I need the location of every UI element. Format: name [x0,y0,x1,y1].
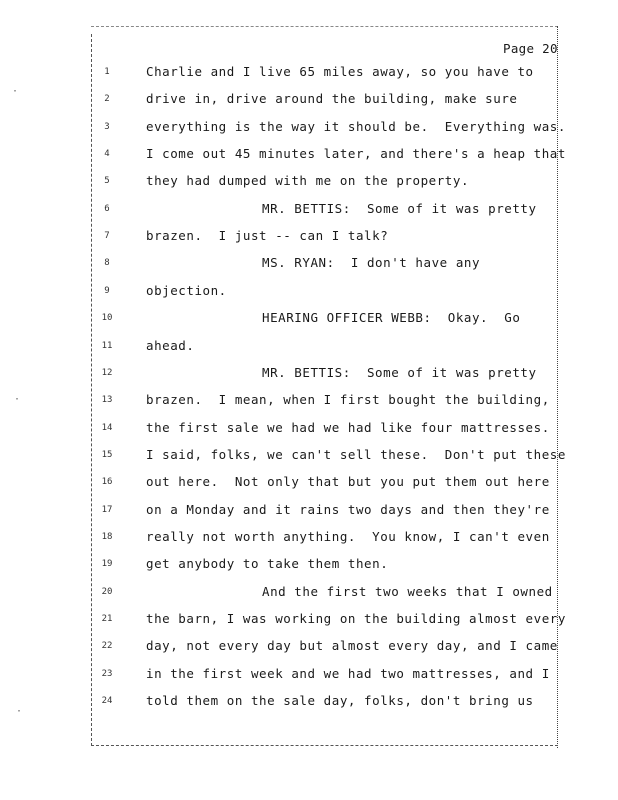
line-text: on a Monday and it rains two days and then they're [146,501,550,517]
line-text: ahead. [146,337,195,353]
transcript-line [0,447,618,465]
transcript-line [0,365,618,383]
line-text: everything is the way it should be. Everything was. [146,118,566,134]
line-number: 23 [101,668,113,679]
transcript-line [0,146,618,164]
transcript-line [0,556,618,574]
line-text: MS. RYAN: I don't have any [262,255,481,271]
line-text: I said, folks, we can't sell these. Don't put these [146,446,566,462]
transcript-line [0,529,618,547]
line-text: get anybody to take them then. [146,556,389,572]
transcript-line [0,173,618,191]
transcript-line [0,119,618,137]
transcript-line [0,584,618,602]
line-text: brazen. I mean, when I first bought the building, [146,392,550,408]
line-text: they had dumped with me on the property. [146,173,470,189]
line-text: objection. [146,282,227,298]
line-text: day, not every day but almost every day, and I came [146,638,558,654]
line-number: 14 [101,422,113,433]
line-number: 17 [101,504,113,515]
line-text: HEARING OFFICER WEBB: Okay. Go [262,310,521,326]
line-number: 11 [101,340,113,351]
line-number: 5 [104,176,110,187]
line-number: 2 [104,94,110,105]
transcript-line [0,310,618,328]
line-number: 9 [104,285,110,296]
transcript-line [0,420,618,438]
frame-top-border [91,26,558,27]
line-text: MR. BETTIS: Some of it was pretty [262,364,537,380]
line-text: out here. Not only that but you put them out here [146,474,550,490]
transcript-line [0,255,618,273]
transcript-line [0,64,618,82]
scan-mark: · [12,86,19,97]
line-text: really not worth anything. You know, I can't even [146,528,550,544]
line-text: And the first two weeks that I owned [262,583,553,599]
scan-mark: · [16,706,23,717]
line-number: 6 [104,203,110,214]
transcript-line [0,392,618,410]
line-text: in the first week and we had two mattresses, and I [146,665,550,681]
line-number: 16 [101,477,113,488]
line-number: 15 [101,449,113,460]
transcript-line [0,91,618,109]
transcript-line [0,474,618,492]
line-text: drive in, drive around the building, make sure [146,91,518,107]
line-text: I come out 45 minutes later, and there's a heap that [146,146,566,162]
transcript-line [0,338,618,356]
frame-bottom-border [91,745,558,746]
transcript-line [0,502,618,520]
line-number: 21 [101,614,113,624]
transcript-line [0,283,618,301]
line-number: 13 [101,395,113,406]
line-number: 8 [104,258,110,269]
line-number: 3 [104,121,110,132]
line-text: the first sale we had we had like four mattresses. [146,419,550,435]
line-number: 22 [101,641,113,652]
line-number: 10 [101,313,113,324]
line-text: MR. BETTIS: Some of it was pretty [262,200,537,216]
line-text: the barn, I was working on the building almost every [146,611,566,626]
transcript-line [0,228,618,246]
line-number: 24 [101,696,113,707]
line-text: brazen. I just -- can I talk? [146,228,389,244]
line-number: 4 [104,149,110,160]
scan-mark: · [14,394,21,405]
line-number: 7 [104,231,110,242]
transcript-line [0,638,618,656]
line-number: 20 [101,586,113,597]
transcript-line [0,693,618,711]
line-number: 19 [101,559,113,570]
transcript-line [0,201,618,219]
line-text: told them on the sale day, folks, don't bring us [146,693,534,709]
page-number: Page 20 [503,41,558,56]
line-text: Charlie and I live 65 miles away, so you have to [146,64,534,79]
transcript-line [0,611,618,629]
line-number: 12 [101,367,113,378]
line-number: 18 [101,531,113,542]
line-number: 1 [104,67,110,77]
transcript-line [0,666,618,684]
